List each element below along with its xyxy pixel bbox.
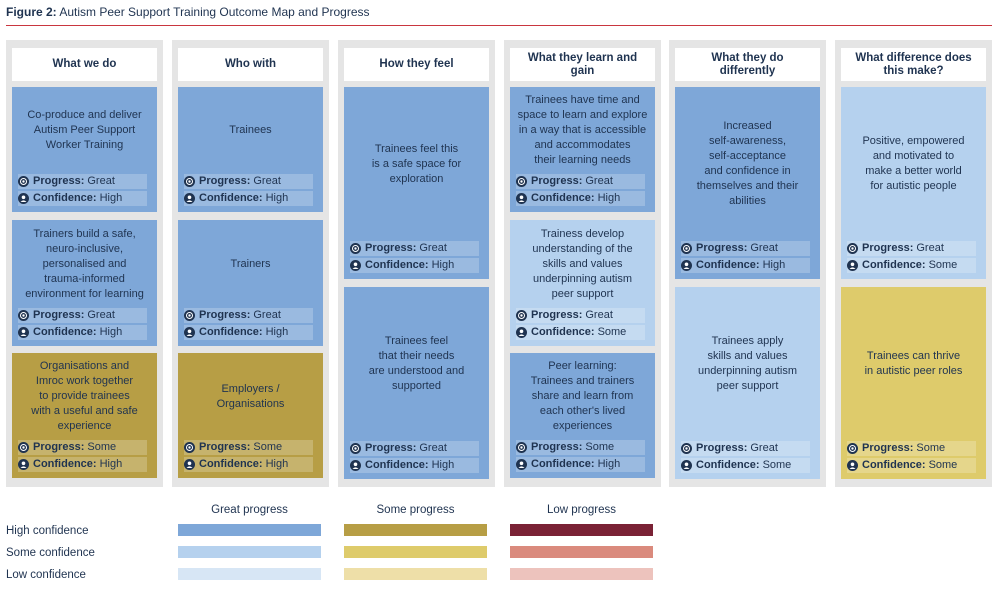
progress-badge xyxy=(516,174,645,189)
progress-value: Great xyxy=(253,309,281,321)
confidence-label: Confidence: xyxy=(33,192,97,204)
card-text-line: themselves and their xyxy=(696,180,799,192)
progress-badge xyxy=(847,441,976,456)
progress-icon xyxy=(847,443,858,454)
legend-swatch xyxy=(510,546,653,558)
progress-badge xyxy=(516,440,645,455)
outcome-card xyxy=(841,287,986,479)
card-text-line: to provide trainees xyxy=(39,390,130,402)
legend-confidence-level: Low confidence xyxy=(6,569,86,581)
confidence-badge xyxy=(18,457,147,472)
card-text-line: their learning needs xyxy=(534,154,631,166)
card-text xyxy=(514,357,651,436)
outcome-card xyxy=(841,87,986,279)
card-text-line: Trainess develop xyxy=(540,227,625,240)
outcome-card xyxy=(344,287,489,479)
progress-label: Progress: xyxy=(33,441,85,453)
card-text xyxy=(348,291,485,437)
confidence-label: Confidence: xyxy=(696,459,760,471)
card-text xyxy=(182,224,319,304)
card-text-line: Trainees feel xyxy=(384,335,449,347)
confidence-label: Confidence: xyxy=(33,458,97,470)
confidence-value: Some xyxy=(928,459,958,471)
progress-label: Progress: xyxy=(862,442,914,454)
progress-icon xyxy=(681,243,692,254)
confidence-badge xyxy=(681,458,810,473)
progress-badge xyxy=(350,241,479,256)
card-text-line: Trainees apply xyxy=(711,335,784,347)
card-text-line: underpinning autism xyxy=(532,272,633,285)
card-text-line: that their needs xyxy=(378,350,455,362)
progress-badge xyxy=(516,308,645,323)
card-text-line: self-awareness, xyxy=(708,135,787,147)
confidence-icon xyxy=(516,193,527,204)
legend-swatch xyxy=(510,568,653,580)
card-text xyxy=(182,91,319,170)
confidence-badge xyxy=(516,191,645,206)
card-text-line: skills and values xyxy=(542,257,623,270)
card-text-line: Positive, empowered xyxy=(862,135,965,147)
progress-value: Great xyxy=(419,242,447,254)
outcome-card xyxy=(178,220,323,346)
column-2 xyxy=(172,40,329,487)
card-text-line: and motivated to xyxy=(872,150,955,162)
legend-swatch xyxy=(178,568,321,580)
confidence-value: High xyxy=(99,326,123,338)
legend-swatch xyxy=(178,546,321,558)
confidence-icon xyxy=(184,193,195,204)
confidence-value: High xyxy=(762,259,786,271)
card-text-line: Trainees and trainers xyxy=(530,375,635,387)
card-text-line: supported xyxy=(392,380,441,392)
progress-label: Progress: xyxy=(199,175,251,187)
outcome-card xyxy=(178,87,323,212)
card-text-line: Employers / xyxy=(221,382,280,395)
confidence-badge xyxy=(681,258,810,273)
progress-label: Progress: xyxy=(862,242,914,254)
card-text-line: are understood and xyxy=(368,365,465,377)
progress-icon xyxy=(184,442,195,453)
card-text-line: abilities xyxy=(729,195,766,207)
card-text-line: trauma-informed xyxy=(44,272,125,285)
confidence-icon xyxy=(847,460,858,471)
confidence-label: Confidence: xyxy=(531,326,595,338)
column-3 xyxy=(338,40,495,487)
progress-badge xyxy=(681,441,810,456)
column-5 xyxy=(669,40,826,487)
confidence-badge xyxy=(847,458,976,473)
progress-badge xyxy=(18,308,147,323)
card-text-line: peer support xyxy=(716,380,779,392)
confidence-label: Confidence: xyxy=(199,192,263,204)
confidence-label: Confidence: xyxy=(365,259,429,271)
progress-badge xyxy=(184,440,313,455)
card-text-line: environment for learning xyxy=(25,287,144,300)
confidence-icon xyxy=(681,460,692,471)
column-heading-text: What they learn and gain xyxy=(527,51,638,77)
outcome-card xyxy=(675,287,820,479)
card-text-line: make a better world xyxy=(865,165,962,177)
progress-value: Some xyxy=(253,441,283,453)
outcome-card xyxy=(510,87,655,212)
confidence-badge xyxy=(184,457,313,472)
card-text-line: Organisations xyxy=(216,397,285,410)
card-text-line: experiences xyxy=(552,420,613,432)
confidence-icon xyxy=(847,260,858,271)
progress-label: Progress: xyxy=(531,175,583,187)
progress-badge xyxy=(18,174,147,189)
progress-icon xyxy=(847,243,858,254)
progress-badge xyxy=(847,241,976,256)
card-text xyxy=(679,91,816,237)
card-text-line: Trainers build a safe, xyxy=(33,227,136,240)
progress-icon xyxy=(681,443,692,454)
column-heading xyxy=(841,48,986,81)
progress-badge xyxy=(184,308,313,323)
card-text-line: Increased xyxy=(723,120,772,132)
confidence-label: Confidence: xyxy=(531,192,595,204)
progress-icon xyxy=(184,310,195,321)
legend-swatch xyxy=(178,524,321,536)
confidence-value: High xyxy=(265,192,289,204)
card-text-line: Worker Training xyxy=(45,139,124,151)
card-text-line: Trainers xyxy=(230,257,271,270)
column-heading xyxy=(510,48,655,81)
progress-value: Some xyxy=(87,441,117,453)
progress-value: Great xyxy=(87,175,115,187)
confidence-label: Confidence: xyxy=(33,326,97,338)
progress-badge xyxy=(18,440,147,455)
progress-value: Great xyxy=(916,242,944,254)
column-heading-text: How they feel xyxy=(379,58,454,70)
progress-label: Progress: xyxy=(365,442,417,454)
card-text xyxy=(16,357,153,436)
card-text xyxy=(16,224,153,304)
card-text-line: space to learn and explore xyxy=(517,109,648,121)
confidence-label: Confidence: xyxy=(531,458,595,470)
card-text-line: neuro-inclusive, xyxy=(45,242,124,255)
confidence-value: High xyxy=(597,192,621,204)
card-text xyxy=(514,91,651,170)
card-text-line: skills and values xyxy=(707,350,788,362)
confidence-value: High xyxy=(99,458,123,470)
confidence-badge xyxy=(18,325,147,340)
column-6 xyxy=(835,40,992,487)
outcome-card xyxy=(12,220,157,346)
progress-icon xyxy=(18,442,29,453)
card-text-line: is a safe space for xyxy=(371,157,462,170)
progress-value: Some xyxy=(916,442,946,454)
outcome-card xyxy=(510,220,655,346)
confidence-label: Confidence: xyxy=(365,459,429,471)
progress-icon xyxy=(184,176,195,187)
card-text-line: Trainees xyxy=(229,124,272,136)
card-text-line: share and learn from xyxy=(531,390,634,402)
column-heading-text: What we do xyxy=(52,58,117,70)
confidence-label: Confidence: xyxy=(862,259,926,271)
progress-value: Great xyxy=(253,175,281,187)
card-text-line: and confidence in xyxy=(704,165,791,177)
card-text-line: Trainees have time and xyxy=(525,94,640,106)
confidence-label: Confidence: xyxy=(199,326,263,338)
progress-icon xyxy=(18,310,29,321)
confidence-value: Some xyxy=(762,459,792,471)
confidence-value: High xyxy=(597,458,621,470)
column-heading xyxy=(12,48,157,81)
column-heading-text: Who with xyxy=(224,58,277,70)
outcome-card xyxy=(344,87,489,279)
card-text-line: personalised and xyxy=(42,257,127,270)
confidence-icon xyxy=(18,459,29,470)
progress-label: Progress: xyxy=(531,441,583,453)
card-text xyxy=(845,91,982,237)
outcome-card xyxy=(12,87,157,212)
confidence-icon xyxy=(681,260,692,271)
confidence-value: High xyxy=(265,326,289,338)
progress-badge xyxy=(350,441,479,456)
confidence-badge xyxy=(350,458,479,473)
confidence-value: Some xyxy=(928,259,958,271)
card-text-line: self-acceptance xyxy=(708,150,787,162)
legend-confidence-level: High confidence xyxy=(6,525,89,537)
confidence-icon xyxy=(516,459,527,470)
confidence-icon xyxy=(516,327,527,338)
card-text xyxy=(514,224,651,304)
legend-progress-level: Great progress xyxy=(211,504,288,516)
confidence-badge xyxy=(516,325,645,340)
card-text xyxy=(679,291,816,437)
outcome-card xyxy=(178,353,323,478)
card-text-line: Imroc work together xyxy=(35,375,134,387)
card-text-line: Organisations and xyxy=(39,360,130,372)
confidence-badge xyxy=(184,325,313,340)
progress-value: Great xyxy=(419,442,447,454)
confidence-value: High xyxy=(99,192,123,204)
card-text xyxy=(348,91,485,237)
progress-badge xyxy=(184,174,313,189)
legend-swatch xyxy=(344,524,487,536)
confidence-badge xyxy=(184,191,313,206)
column-1 xyxy=(6,40,163,487)
progress-label: Progress: xyxy=(696,242,748,254)
card-text-line: each other's lived xyxy=(539,405,626,417)
column-heading-text: What they do differently xyxy=(711,51,784,77)
progress-value: Great xyxy=(87,309,115,321)
progress-icon xyxy=(516,176,527,187)
legend-progress-level: Low progress xyxy=(546,504,617,516)
figure-label: Figure 2: xyxy=(6,5,57,19)
progress-value: Great xyxy=(750,242,778,254)
progress-value: Some xyxy=(585,441,615,453)
card-text-line: Trainees can thrive xyxy=(866,350,961,362)
outcome-card xyxy=(675,87,820,279)
confidence-label: Confidence: xyxy=(862,459,926,471)
confidence-icon xyxy=(350,260,361,271)
progress-icon xyxy=(516,442,527,453)
card-text-line: understanding of the xyxy=(532,242,633,255)
progress-value: Great xyxy=(750,442,778,454)
outcome-card xyxy=(510,353,655,478)
confidence-value: High xyxy=(265,458,289,470)
progress-icon xyxy=(350,243,361,254)
progress-label: Progress: xyxy=(696,442,748,454)
column-heading-text: What difference does this make? xyxy=(855,51,972,77)
progress-label: Progress: xyxy=(199,441,251,453)
column-4 xyxy=(504,40,661,487)
confidence-icon xyxy=(184,327,195,338)
confidence-badge xyxy=(516,457,645,472)
progress-label: Progress: xyxy=(365,242,417,254)
column-heading xyxy=(675,48,820,81)
confidence-icon xyxy=(350,460,361,471)
card-text-line: Autism Peer Support xyxy=(33,124,136,136)
legend-swatch xyxy=(344,546,487,558)
confidence-badge xyxy=(847,258,976,273)
confidence-value: High xyxy=(431,459,455,471)
card-text-line: Co-produce and deliver xyxy=(27,109,142,121)
confidence-label: Confidence: xyxy=(696,259,760,271)
card-text-line: and accommodates xyxy=(534,139,631,151)
confidence-icon xyxy=(18,193,29,204)
progress-label: Progress: xyxy=(531,309,583,321)
progress-value: Great xyxy=(585,309,613,321)
column-heading xyxy=(178,48,323,81)
card-text-line: in autistic peer roles xyxy=(864,365,963,377)
card-text xyxy=(845,291,982,437)
card-text xyxy=(16,91,153,170)
progress-badge xyxy=(681,241,810,256)
card-text-line: Peer learning: xyxy=(548,360,617,372)
card-text xyxy=(182,357,319,436)
progress-icon xyxy=(350,443,361,454)
progress-icon xyxy=(18,176,29,187)
legend-confidence-level: Some confidence xyxy=(6,547,95,559)
confidence-badge xyxy=(350,258,479,273)
confidence-icon xyxy=(18,327,29,338)
card-text-line: peer support xyxy=(551,287,614,300)
card-text-line: underpinning autism xyxy=(697,365,798,377)
confidence-badge xyxy=(18,191,147,206)
figure-title-text: Autism Peer Support Training Outcome Map and Progress xyxy=(59,5,370,19)
figure-title xyxy=(6,5,370,19)
legend-progress-level: Some progress xyxy=(376,504,455,516)
card-text-line: for autistic people xyxy=(870,180,957,192)
outcome-card xyxy=(12,353,157,478)
card-text-line: Trainees feel this xyxy=(374,142,459,155)
confidence-value: High xyxy=(431,259,455,271)
progress-value: Great xyxy=(585,175,613,187)
confidence-label: Confidence: xyxy=(199,458,263,470)
progress-label: Progress: xyxy=(33,175,85,187)
progress-label: Progress: xyxy=(33,309,85,321)
legend-swatch xyxy=(510,524,653,536)
confidence-value: Some xyxy=(597,326,627,338)
card-text-line: experience xyxy=(57,420,112,432)
column-heading xyxy=(344,48,489,81)
card-text-line: exploration xyxy=(389,172,444,185)
progress-icon xyxy=(516,310,527,321)
legend-swatch xyxy=(344,568,487,580)
title-divider xyxy=(6,25,992,26)
confidence-icon xyxy=(184,459,195,470)
card-text-line: in a way that is accessible xyxy=(518,124,647,136)
progress-label: Progress: xyxy=(199,309,251,321)
card-text-line: with a useful and safe xyxy=(31,405,138,417)
